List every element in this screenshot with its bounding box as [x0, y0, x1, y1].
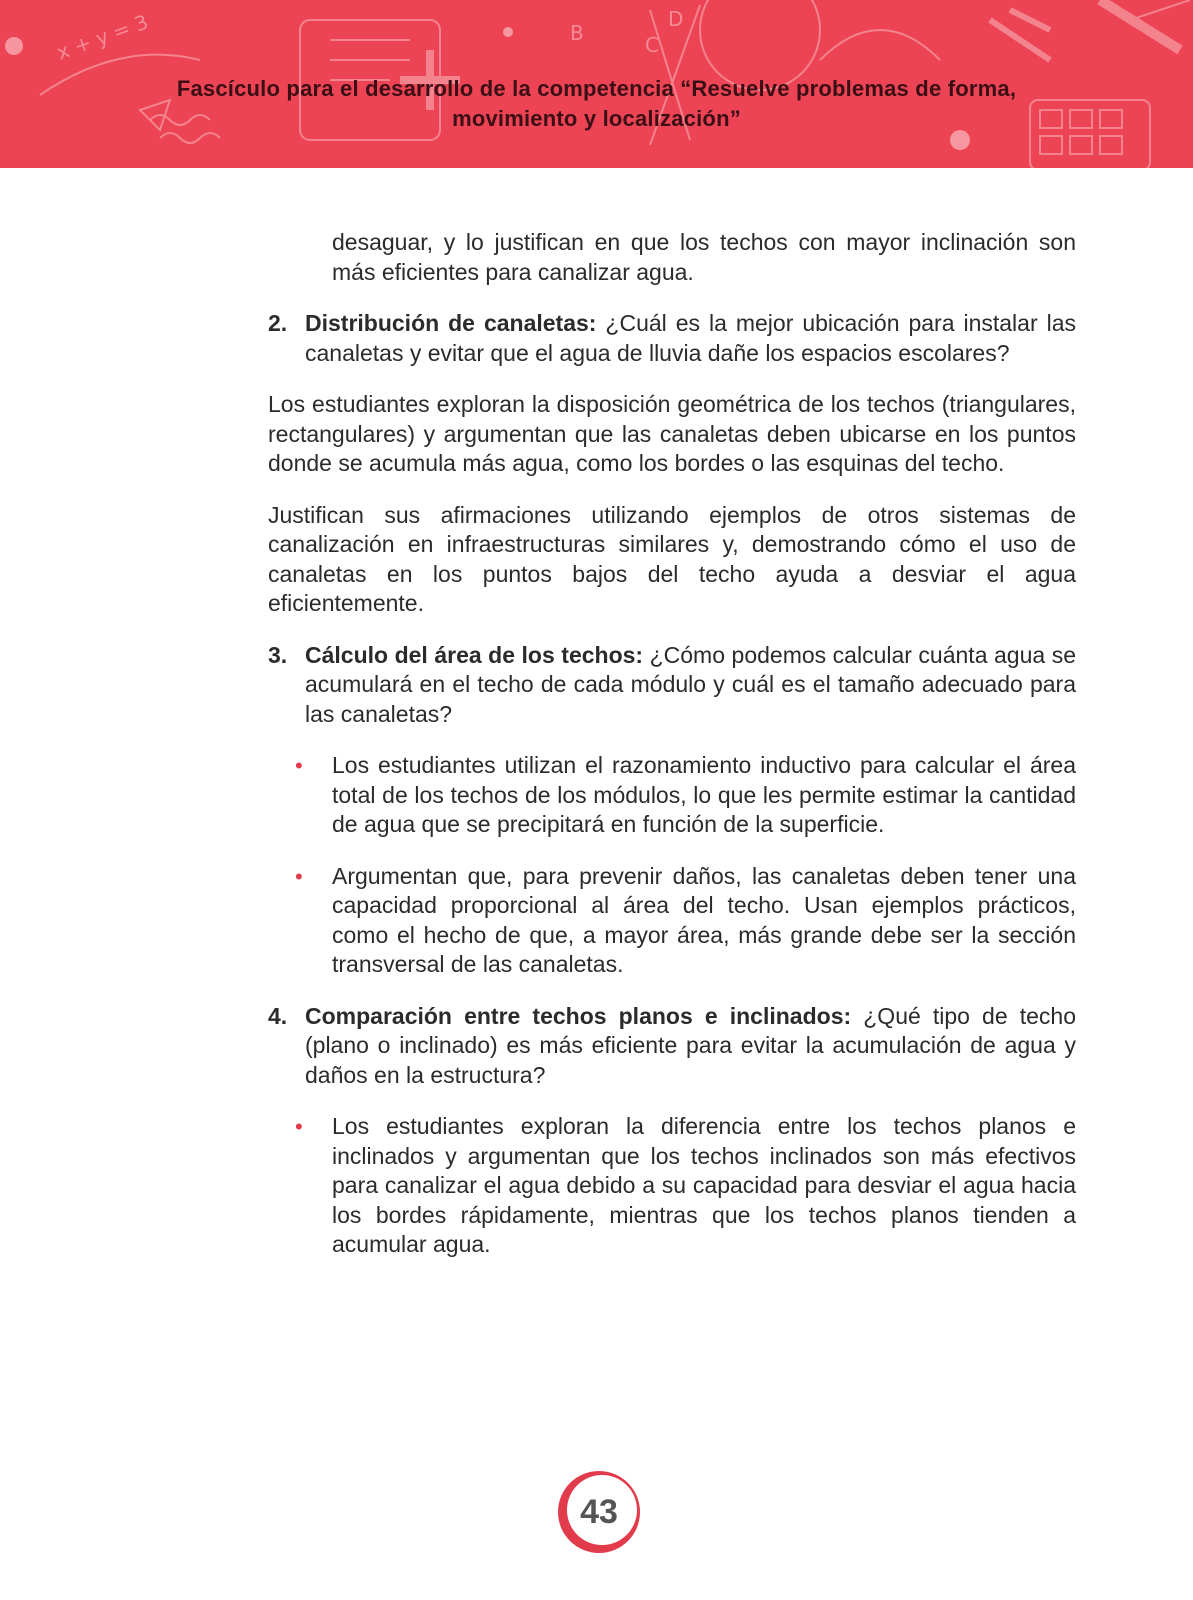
- bullet-item: [268, 751, 1076, 840]
- item-title: Distribución de canaletas:: [305, 310, 597, 336]
- bullet-item: [268, 1112, 1076, 1260]
- list-item-3: [268, 641, 1076, 730]
- title-line-1: Fascículo para el desarrollo de la competencia “Resuelve problemas de forma,: [176, 76, 1017, 101]
- fasciculo-title: [60, 74, 1133, 134]
- item-number: 3.: [268, 641, 288, 668]
- item-text: ¿Cómo podemos calcular cuánta agua se acumulará en el techo de cada módulo y cuál es el tamaño adecuado para las canaletas?: [305, 641, 1076, 727]
- bullet-item: [268, 862, 1076, 980]
- list-item-4: [268, 1002, 1076, 1091]
- bullet-dot-icon: •: [295, 753, 303, 778]
- page-header: [0, 0, 1193, 168]
- bullet-dot-icon: •: [295, 1114, 303, 1139]
- bullet-text: Los estudiantes utilizan el razonamiento inductivo para calcular el área total de los techos de los módulos, lo que les permite estimar la cantidad de agua que se precipitará en función de la superficie.: [332, 752, 1076, 837]
- bullet-dot-icon: •: [295, 863, 303, 889]
- item-number: 2.: [268, 310, 288, 336]
- item-text: ¿Qué tipo de techo (plano o inclinado) es más eficiente para evitar la acumulación de agua y daños en la estructura?: [305, 1002, 1076, 1088]
- item-title: Cálculo del área de los techos:: [305, 641, 644, 668]
- paragraph-2: Justifican sus afirmaciones utilizando ejemplos de otros sistemas de canalización en infraestructuras similares y, demostrando cómo el uso de canaletas en los puntos bajos del techo ayuda a desviar el agua eficientemente.: [268, 501, 1076, 616]
- letter-d-doodle: D: [668, 7, 684, 31]
- item-number: 4.: [268, 1002, 288, 1029]
- main-content: [268, 228, 1076, 1282]
- letter-c-doodle: C: [645, 33, 659, 57]
- equation-doodle: x + y = 3: [53, 9, 152, 65]
- bullet-text: Los estudiantes exploran la diferencia entre los techos planos e inclinados y argumentan que los techos inclinados son más efectivos para canalizar el agua debido a su capacidad para desviar el agua hacia los bordes rápidamente, mientras que los techos planos tienden a acumular agua.: [332, 1113, 1076, 1257]
- item-title: Comparación entre techos planos e inclinados:: [305, 1002, 852, 1029]
- letter-b-doodle: B: [570, 21, 584, 45]
- continuation-paragraph: desaguar, y lo justifican en que los techos con mayor inclinación son más eficientes para canalizar agua.: [332, 229, 1076, 285]
- item-text: ¿Cuál es la mejor ubicación para instalar las canaletas y evitar que el agua de lluvia dañe los espacios escolares?: [305, 310, 1076, 366]
- bullet-text: Argumentan que, para prevenir daños, las canaletas deben tener una capacidad proporcional al área del techo. Usan ejemplos prácticos, como el hecho de que, a mayor área, más grande debe ser la sección transversal de las canaletas.: [332, 862, 1076, 977]
- page-number-badge: [555, 1468, 643, 1556]
- list-item-2: [268, 309, 1076, 368]
- paragraph-1: Los estudiantes exploran la disposición geométrica de los techos (triangulares, rectangulares) y argumentan que las canaletas deben ubicarse en los puntos donde se acumula más agua, como los bordes o las esquinas del techo.: [268, 391, 1076, 476]
- title-line-2: movimiento y localización”: [452, 106, 741, 131]
- page-number: 43: [580, 1493, 618, 1531]
